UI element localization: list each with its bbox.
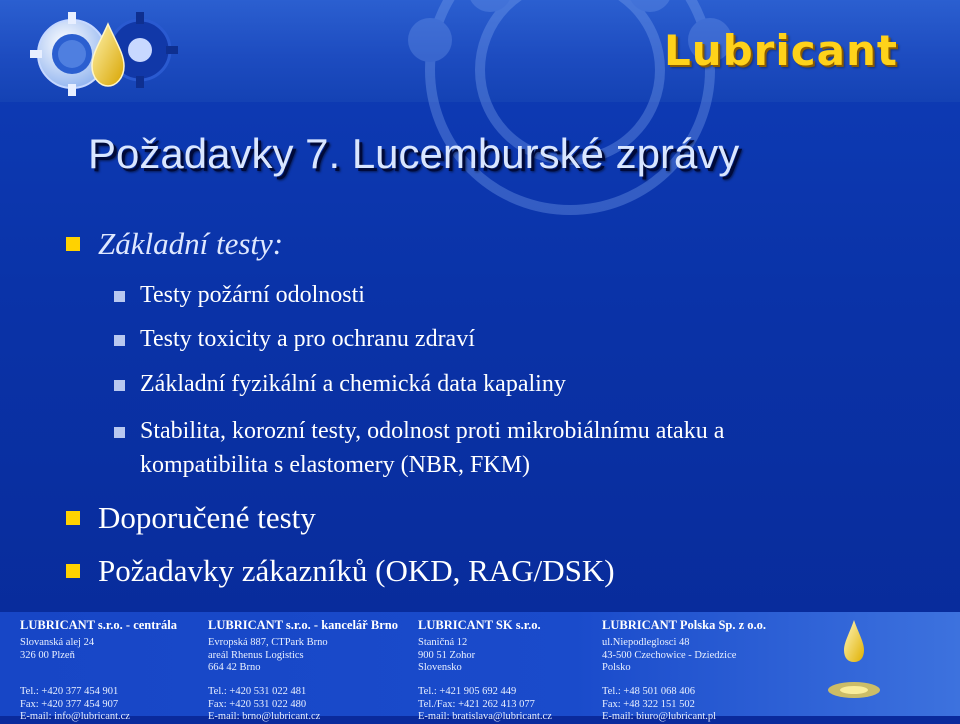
office-zohor — [418, 618, 618, 722]
slide-title: Požadavky 7. Lucemburské zprávy — [88, 130, 740, 177]
office-address-line: 664 42 Brno — [208, 662, 261, 673]
sub-bullet-square-icon — [114, 427, 125, 438]
office-phone: Tel.: +420 531 022 481 — [208, 686, 307, 697]
office-name: LUBRICANT Polska Sp. z o.o. — [602, 618, 767, 632]
bullet-square-icon — [66, 237, 80, 251]
bullet-customer-requirements — [98, 553, 615, 589]
sub-bullet — [140, 282, 365, 309]
office-name: LUBRICANT s.r.o. - centrála — [20, 618, 177, 632]
office-czechowice — [602, 618, 802, 722]
office-address-line: Slovensko — [418, 662, 462, 673]
header-band — [0, 0, 960, 102]
sub-bullet — [140, 371, 566, 398]
office-email[interactable]: E-mail: bratislava@lubricant.cz — [418, 711, 552, 722]
office-contacts — [208, 686, 320, 724]
office-fax: Fax: +48 322 151 502 — [602, 698, 695, 710]
office-fax: Fax: +420 531 022 480 — [208, 698, 307, 710]
office-phone: Tel.: +48 501 068 406 — [602, 686, 695, 697]
sub-bullet-text: kompatibilita s elastomery (NBR, FKM) — [140, 452, 530, 478]
bullet-recommended-tests — [98, 500, 316, 536]
office-address-line: 326 00 Plzeň — [20, 649, 75, 661]
office-name: LUBRICANT s.r.o. - kancelář Brno — [208, 618, 398, 632]
office-email[interactable]: E-mail: brno@lubricant.cz — [208, 711, 321, 722]
sub-bullet-square-icon — [114, 291, 125, 302]
office-phone: Tel.: +420 377 454 901 — [20, 686, 119, 697]
office-email[interactable]: E-mail: biuro@lubricant.pl — [602, 711, 717, 722]
office-address-line: Polsko — [602, 662, 631, 673]
office-brno — [208, 618, 408, 722]
office-fax: Fax: +420 377 454 907 — [20, 698, 119, 710]
office-fax: Tel./Fax: +421 262 413 077 — [418, 698, 535, 710]
sub-bullet-text: Stabilita, korozní testy, odolnost proti mikrobiálnímu ataku a — [140, 418, 725, 444]
bullet-square-icon — [66, 511, 80, 525]
sub-bullet-text: Základní fyzikální a chemická data kapaliny — [140, 371, 566, 397]
bullet-text: Požadavky zákazníků (OKD, RAG/DSK) — [98, 553, 615, 588]
office-address-line: Slovanská alej 24 — [20, 637, 95, 648]
gear-logo-icon — [28, 10, 178, 96]
sub-bullet-square-icon — [114, 380, 125, 391]
bullet-text: Doporučené testy — [98, 500, 316, 535]
office-plzen — [20, 618, 220, 722]
sub-bullet-continuation — [140, 452, 530, 479]
office-contacts — [602, 686, 716, 724]
oil-drop-icon — [824, 612, 884, 716]
sub-bullet — [140, 326, 475, 353]
sub-bullet-text: Testy požární odolnosti — [140, 282, 365, 308]
office-email[interactable]: E-mail: info@lubricant.cz — [20, 711, 130, 722]
office-address-line: ul.Niepodleglosci 48 — [602, 637, 690, 648]
office-address-line: Staničná 12 — [418, 637, 468, 648]
brand-logo-text: Lubricant — [663, 26, 898, 75]
office-address-line: Evropská 887, CTPark Brno — [208, 637, 328, 648]
office-name: LUBRICANT SK s.r.o. — [418, 618, 541, 632]
office-address-line: 900 51 Zohor — [418, 649, 476, 661]
office-phone: Tel.: +421 905 692 449 — [418, 686, 517, 697]
office-contacts — [20, 686, 130, 724]
bullet-square-icon — [66, 564, 80, 578]
sub-bullet-text: Testy toxicity a pro ochranu zdraví — [140, 326, 475, 352]
office-address-line: 43-500 Czechowice - Dziedzice — [602, 649, 737, 661]
office-address-line: areál Rhenus Logistics — [208, 649, 304, 661]
sub-bullet — [140, 418, 724, 445]
bullet-text: Základní testy: — [98, 226, 284, 261]
bullet-basic-tests — [98, 226, 283, 262]
footer-contacts — [0, 612, 960, 722]
office-contacts — [418, 686, 552, 724]
sub-bullet-square-icon — [114, 335, 125, 346]
